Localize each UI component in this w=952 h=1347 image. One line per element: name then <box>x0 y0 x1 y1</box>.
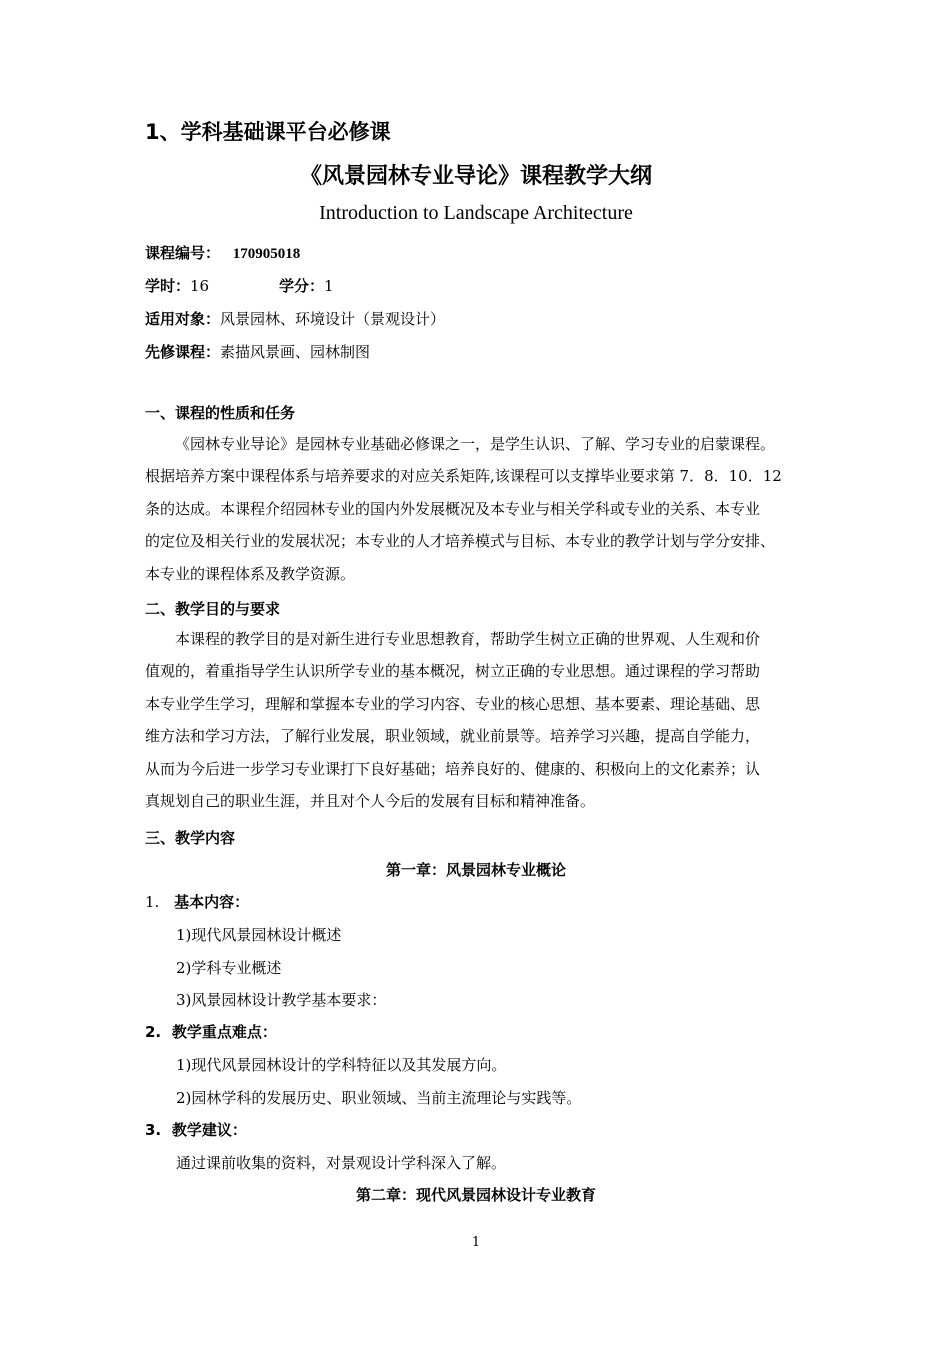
english-title: Introduction to Landscape Architecture <box>319 202 633 224</box>
paragraph-line: 维方法和学习方法，了解行业发展，职业领域，就业前景等。培养学习兴趣，提高自学能力， <box>145 727 761 746</box>
advice-number: 3. <box>145 1121 162 1139</box>
basic-content-number: 1. <box>145 893 160 911</box>
paragraph-line: 《园林专业导论》是园林专业基础必修课之一，是学生认识、了解、学习专业的启蒙课程。 <box>175 435 776 453</box>
section2-heading: 二、教学目的与要求 <box>145 600 281 618</box>
section1-paragraph <box>145 428 840 590</box>
hours-row <box>145 275 209 296</box>
key-item: 2)园林学科的发展历史、职业领域、当前主流理论与实践等。 <box>176 1089 582 1107</box>
key-points-row <box>145 1021 277 1042</box>
paragraph-line: 条的达成。本课程介绍园林专业的国内外发展概况及本专业与相关学科或专业的关系、本专业 <box>145 499 761 518</box>
section2-paragraph <box>145 623 840 817</box>
key-points-number: 2. <box>145 1023 162 1041</box>
paragraph-line: 本专业的课程体系及教学资源。 <box>145 564 356 583</box>
paragraph-line: 从而为今后进一步学习专业课打下良好基础；培养良好的、健康的、积极向上的文化素养；认 <box>145 759 761 778</box>
hours-value: 16 <box>190 277 210 295</box>
advice-row <box>145 1119 247 1140</box>
target-row <box>145 308 445 329</box>
section1-heading: 一、课程的性质和任务 <box>145 404 296 422</box>
paragraph-line: 值观的，着重指导学生认识所学专业的基本概况，树立正确的专业思想。通过课程的学习帮助 <box>145 662 761 681</box>
paragraph-line: 根据培养方案中课程体系与培养要求的对应关系矩阵,该课程可以支撑毕业要求第 7．8．10．12 <box>145 467 782 486</box>
page-number: 1 <box>471 1235 481 1250</box>
paragraph-line: 的定位及相关行业的发展状况；本专业的人才培养模式与目标、本专业的教学计划与学分安排、 <box>145 532 776 551</box>
prereq-row <box>145 341 370 362</box>
course-code-row <box>145 242 300 263</box>
basic-content-row <box>145 891 249 912</box>
paragraph-line: 本专业学生学习，理解和掌握本专业的学习内容、专业的核心思想、基本要素、理论基础、思 <box>145 694 761 713</box>
paragraph-line: 本课程的教学目的是对新生进行专业思想教育，帮助学生树立正确的世界观、人生观和价 <box>175 630 761 648</box>
key-item: 1)现代风景园林设计的学科特征以及其发展方向。 <box>176 1056 507 1074</box>
course-code-value: 170905018 <box>232 246 301 262</box>
section3-heading: 三、教学内容 <box>145 829 236 847</box>
prereq-label: 先修课程： <box>145 343 221 361</box>
credit-label: 学分： <box>279 277 325 295</box>
basic-item: 3)风景园林设计教学基本要求： <box>176 991 387 1009</box>
credit-row <box>279 275 334 296</box>
advice-text: 通过课前收集的资料，对景观设计学科深入了解。 <box>176 1154 507 1172</box>
course-code-label: 课程编号： <box>145 244 221 262</box>
chapter2-title: 第二章：现代风景园林设计专业教育 <box>355 1186 596 1204</box>
hours-label: 学时： <box>145 277 191 295</box>
advice-label: 教学建议： <box>171 1121 247 1139</box>
chapter1-title: 第一章：风景园林专业概论 <box>385 861 566 879</box>
credit-value: 1 <box>324 277 334 295</box>
basic-content-label: 基本内容： <box>174 893 250 911</box>
basic-item: 2)学科专业概述 <box>176 959 282 977</box>
course-title: 《风景园林专业导论》课程教学大纲 <box>299 164 652 189</box>
target-label: 适用对象： <box>145 310 221 328</box>
prereq-value: 素描风景画、园林制图 <box>220 343 371 361</box>
target-value: 风景园林、环境设计（景观设计） <box>220 310 446 328</box>
section-title: 1、学科基础课平台必修课 <box>145 120 391 144</box>
paragraph-line: 真规划自己的职业生涯，并且对个人今后的发展有目标和精神准备。 <box>145 792 596 811</box>
basic-item: 1)现代风景园林设计概述 <box>176 926 342 944</box>
key-points-label: 教学重点难点： <box>171 1023 277 1041</box>
